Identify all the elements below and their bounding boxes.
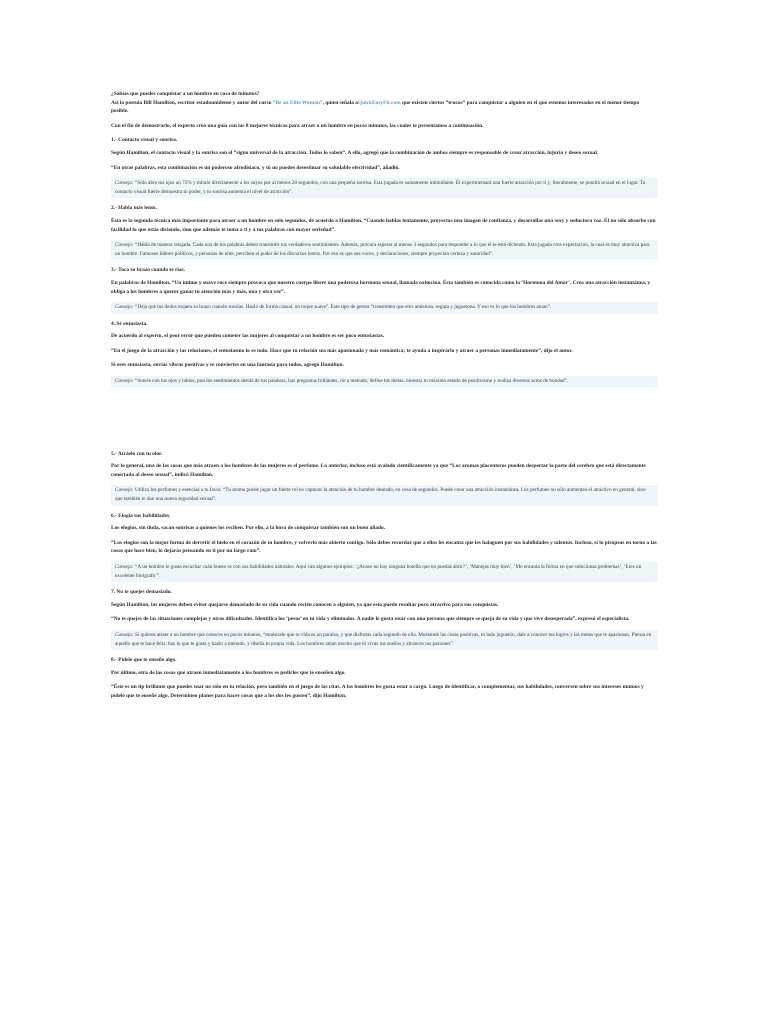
intro-text-pre: Así lo postula Bill Hamilton, escritor estadounidense y autor del curso bbox=[111, 99, 273, 106]
article bbox=[111, 90, 658, 707]
section-3-paragraph-1: En palabras de Hamilton, “Un íntimo y suave roce siempre provoca que nuestro cuerpo libere una poderosa hormona sexual, llamada oxitocina. Ésta también es conocida como la ‘Hormona del Amor’. Crea una atracción instantánea, y obliga a los hombres a querer ganar tu atención más y más, una y otra vez”. bbox=[111, 279, 651, 295]
intro-purpose: Con el fin de demostrarlo, el experto creó una guía con las 8 mejores técnicas para atraer a un hombre en pocos minutos, las cuales te presentamos a continuación. bbox=[111, 122, 484, 129]
tip-text: “Sonríe con tus ojos y labios, pon los sentimientos detrás de tus palabras, haz preguntas brillantes, ríe a menudo, define tus metas, muestra tu máximo estado de positivismo y realiza diversos actos de bondad”. bbox=[135, 378, 569, 385]
tip-label: Consejo: bbox=[115, 564, 134, 570]
tip-label: Consejo: bbox=[115, 487, 134, 494]
intro-text-post: que existen ciertos “trucos” para conquistar a alguien en el que estemos interesados en el menor tiempo posible. bbox=[111, 99, 640, 115]
section-3-tip bbox=[111, 302, 658, 314]
section-2-paragraph-1: Ésta es la segunda técnica más importante para atraer a un hombre en sólo segundos, de acuerdo a Hamilton. “Cuando hablas lentamente, proyectas una imagen de confianza, y desarrollas una sexy y seductora voz. Él no sólo absorbe con facilidad lo que estás diciendo, sino que además te toma a ti y a tus palabras con mayor seriedad”. bbox=[111, 217, 656, 233]
tip-text: “Deja que tus dedos toquen su brazo cuando sonrías. Hazlo de forma casual, un toque suave”. Éste tipo de gestos “transmiten que eres amistosa, segura y juguetona. Y eso es lo que los hombres aman”. bbox=[135, 304, 552, 311]
section-heading-1: 1.- Contacto visual y sonrisa. bbox=[111, 137, 178, 144]
section-heading-8: 8.- Pídele que te enseñe algo. bbox=[111, 657, 177, 664]
tip-text: “Habla de manera relajada. Cada una de tus palabras deben transmitir tus verdaderos sentimientos. Además, procura esperar al menos 3 segundos para responder a lo que él te está diciendo. Esta jugada crea expectación, la cual es muy atractiva para un hombre. Famosos líderes políticos, y personas de elite, perciben el poder de los discursos lentos. Por eso es que sus voces, y declaraciones, siempre proyectan certeza y autoridad”. bbox=[115, 242, 650, 257]
section-4-tip bbox=[111, 376, 658, 388]
section-heading-2: 2.- Habla más lento. bbox=[111, 205, 157, 212]
section-8-paragraph-2: “Éste es un tip brillante que puedes usar no sólo en tu relación, pero también en el juego de las citas. A los hombres les gusta estar a cargo. Luego de identificar, o complementar, sus habilidades, conversen sobre sus intereses mutuos y pídele que te enseñe algo. Determinen planes para hacer cosas que a los dos les gusten”, dijo Hamilton. bbox=[111, 684, 644, 699]
tip-label: Consejo: bbox=[115, 242, 134, 249]
section-heading-4: 4. Sé entusiasta. bbox=[111, 320, 148, 327]
section-4-paragraph-2: “En el juego de la atracción y las relaciones, el entusiasmo lo es todo. Hace que tu relación sea más apasionada y más romántica; te ayuda a inspirarlo y atraer a personas inmediatamente”, dijo el autor. bbox=[111, 347, 573, 354]
tip-label: Consejo: bbox=[115, 378, 134, 385]
section-4-paragraph-1: De acuerdo al experto, el peor error que pueden cometer las mujeres al conquistar a un hombre es ser poco entusiastas. bbox=[111, 333, 385, 340]
tip-text: “A un hombre le gusta escuchar cuán bueno es con sus habilidades naturales. Aquí van algunos ejemplos: ‘¿Acaso no hay ninguna botella que no puedas abrir?’, ‘Manejas muy bien’, ‘Me encanta la forma en que solucionas problemas’, ‘Eres un excelente fotógrafo’”. bbox=[115, 564, 642, 579]
section-6-tip bbox=[111, 562, 658, 582]
section-5-paragraph-1: Por lo general, una de las cosas que más atraen a los hombres de las mujeres es el perfume. Lo anterior, incluso está avalado científicamente ya que “Los aromas placenteros pueden despertar la parte del cerebro que está directamente conectada al deseo sexual”, indicó Hamilton. bbox=[111, 463, 646, 478]
section-heading-6: 6.- Elogia sus habilidades. bbox=[111, 512, 171, 519]
course-link[interactable]: “Be an Elite Woman” bbox=[272, 99, 323, 106]
section-heading-7: 7. No te quejes demasiado. bbox=[111, 589, 172, 596]
tip-label: Consejo: bbox=[115, 304, 134, 311]
section-5-tip bbox=[111, 485, 658, 505]
section-1-tip bbox=[111, 178, 658, 198]
tip-text: “Sólo abre tus ojos un 75% y míralo directamente a los suyos por al menos 20 segundos, con una pequeña sonrisa. Esta jugada es sumamente intimidante. Él experimentará una fuerte atracción por ti y, literalmente, se pondrá sexual en el lugar. Tu contacto visual fuerte demuestra tu poder, y tu sonrisa aumenta el nivel de atracción”. bbox=[115, 180, 646, 195]
section-6-paragraph-2: “Los elogios son la mejor forma de derretir el hielo en el corazón de tu hombre, y volverlo más abierto contigo. Sólo debes recordar que a ellos les encanta que les halaguen por sus habilidades y talentos. Incluso, si lo piropeas en torno a las cosas que hace bien, lo dejarás pensando en ti por un largo rato”. bbox=[111, 539, 657, 555]
section-1-paragraph-1: Según Hamilton, el contacto visual y la sonrisa son el “signo universal de la atracción. Todos lo saben”. A ello, agregó que la combinación de ambos siempre es responsable de crear atracción, lujuria y deseo sexual. bbox=[111, 149, 599, 156]
tip-label: Consejo: bbox=[115, 631, 134, 638]
section-7-paragraph-2: “No te quejes de las situaciones complejas y otras dificultades. Identifica los ‘pesos’ en tu vida y elimínalos. A nadie le gusta estar con una persona que siempre se queja de su vida y que vive desesperada”, expresó el especialista. bbox=[111, 616, 630, 623]
blank-space bbox=[111, 394, 658, 450]
section-2-tip bbox=[111, 240, 658, 260]
intro-text-mid: , quien señala a bbox=[322, 99, 358, 106]
section-heading-5: 5.- Atráelo con tu olor. bbox=[111, 450, 163, 457]
section-7-paragraph-1: Según Hamilton, las mujeres deben evitar quejarse demasiado de su vida cuando recién conocen a alguien, ya que esto puede resultar poco atractivo para sus conquistas. bbox=[111, 601, 499, 608]
tip-text: Si quieres atraer a un hombre que conoces en pocos minutos, “muéstrale que tu vida es un paraíso, y que disfrutas cada segundo de ella. Muéstrale las cosas positivas, tu lado juguetón, dale a conocer tus logros y las metas que te apasionan. Piensa en aquello que te hace feliz, haz lo que te gusta y hazlo a menudo, y diseña tu propia vida. Los hombres aman mucho que tú vivas tus sueños y alcances tus pasiones”. bbox=[115, 631, 652, 647]
section-8-paragraph-1: Por último, otra de las cosas que atraen inmediatamente a los hombres es pedirles que te enseñen algo. bbox=[111, 669, 346, 676]
site-link[interactable]: QuickEasyFit.com bbox=[357, 99, 401, 106]
section-heading-3: 3.- Toca su brazo cuando te rías. bbox=[111, 267, 185, 274]
section-6-paragraph-1: Los elogios, sin duda, sacan sonrisas a quienes los reciben. Por ello, a la hora de conquistar también son un buen aliado. bbox=[111, 525, 386, 532]
section-7-tip bbox=[111, 630, 658, 650]
tip-text: Utiliza los perfumes y esencias a tu favor. “Tu aroma puede jugar un fuerte rol en capturar la atención de tu hombre deseado, en cosa de segundos. Puede crear una atracción instantánea. Los perfumes no sólo aumentan el atractivo en general, sino que también te dan una nueva seguridad sexual”. bbox=[115, 487, 646, 503]
article-title: ¿Sabías que puedes conquistar a un hombre en cosa de minutos? bbox=[111, 91, 260, 97]
section-4-paragraph-3: Si eres entusiasta, envías vibras positivas y te conviertes en una fantasía para todos, agregó Hamilton. bbox=[111, 362, 344, 369]
intro-paragraph bbox=[111, 99, 658, 116]
tip-label: Consejo: bbox=[115, 180, 134, 187]
section-1-paragraph-2: “En otras palabras, esta combinación es un poderoso afrodisíaco, y tú no puedes desestimar su saludable efectividad”, añadió. bbox=[111, 164, 400, 171]
